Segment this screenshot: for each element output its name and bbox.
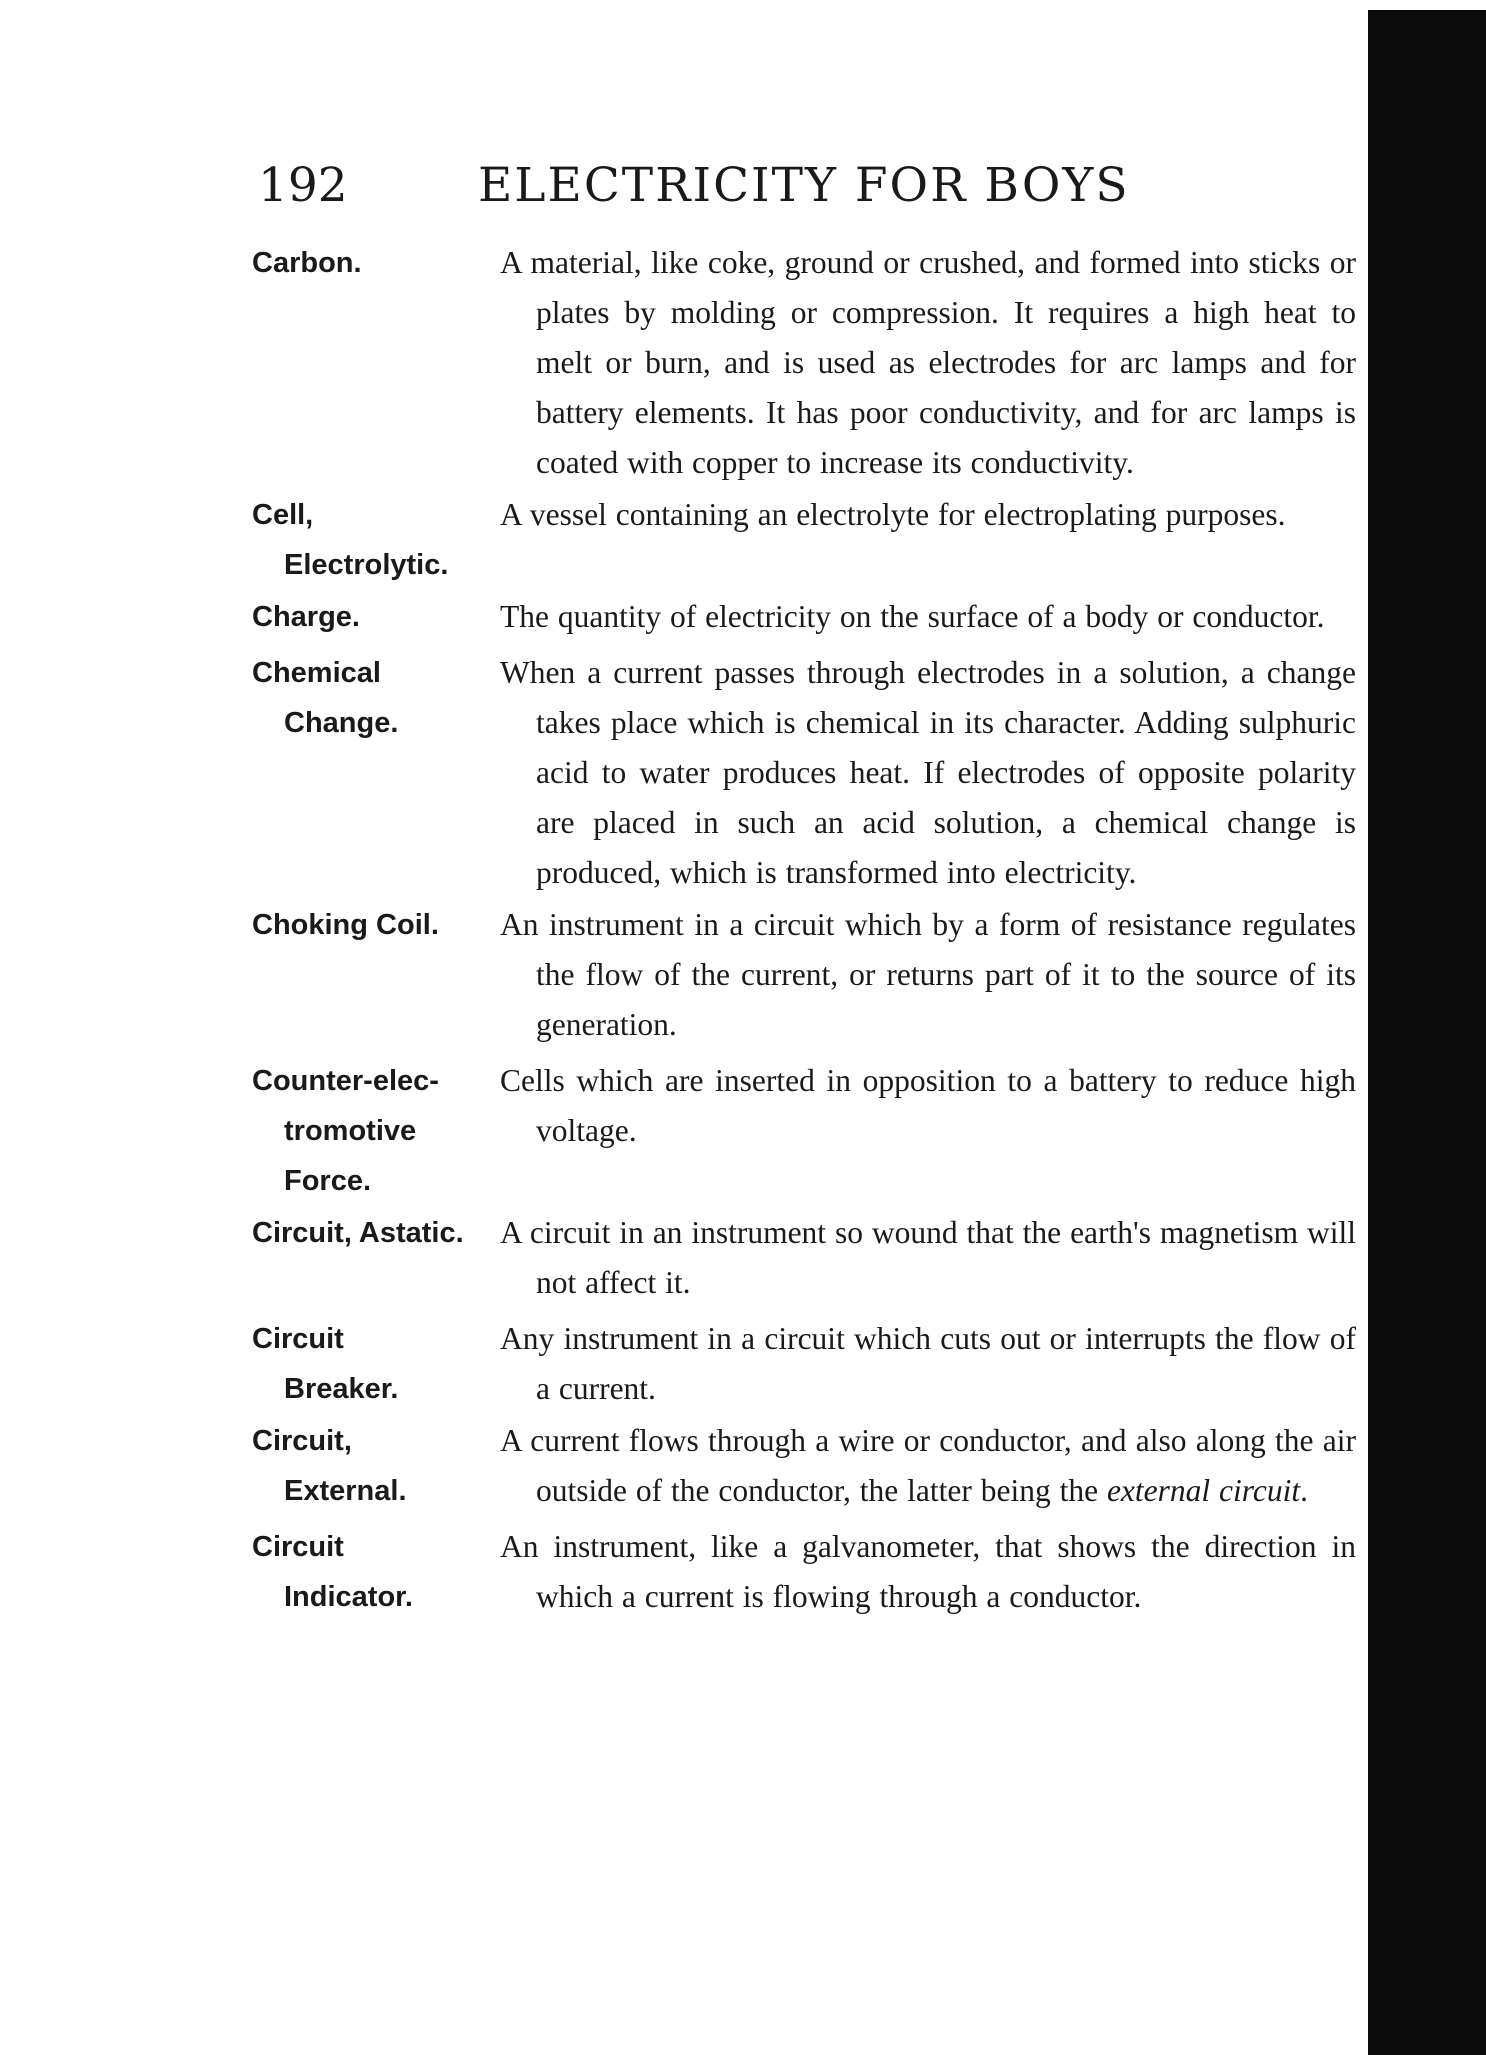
running-title: ELECTRICITY FOR BOYS bbox=[478, 158, 1130, 213]
entry-definition: A circuit in an instrument so wound that the earth's magnetism will not affect it. bbox=[500, 1215, 1356, 1300]
entry-definition: A material, like coke, ground or crushed, and formed into sticks or plates by molding or compression. It requires a high heat to melt or burn, and is used as electrodes for arc lamps and for battery elements. It has poor conductivity, and for arc lamps is coated with copper to increase its conductivity. bbox=[500, 245, 1356, 480]
entry-term: Circuit Indicator. bbox=[252, 1531, 413, 1613]
entry-definition: When a current passes through electrodes in a solution, a change takes place which is chemical in its character. Adding sulphuric acid to water produces heat. If electrodes of opposite polarity are placed in such an acid solution, a chemical change is produced, which is transformed into electricity. bbox=[500, 655, 1356, 890]
page-header bbox=[258, 158, 1158, 228]
entry-definition: A current flows through a wire or conductor, and also along the air outside of the conductor, the latter being the external circuit. bbox=[500, 1423, 1356, 1508]
entry-term: Circuit, External. bbox=[252, 1425, 407, 1507]
glossary-entry-circuit-astatic bbox=[252, 1208, 1356, 1308]
binding-shadow bbox=[1368, 10, 1486, 2055]
entry-definition: The quantity of electricity on the surface of a body or conductor. bbox=[500, 599, 1325, 634]
entry-term: Chemical Change. bbox=[252, 657, 399, 739]
entry-definition: Any instrument in a circuit which cuts out or interrupts the flow of a current. bbox=[500, 1321, 1356, 1406]
entry-term: Circuit Breaker. bbox=[252, 1323, 399, 1405]
entry-term: Counter-elec- tromotive Force. bbox=[252, 1065, 439, 1197]
glossary-entry-circuit-indicator bbox=[252, 1522, 1356, 1622]
glossary-entry-circuit-external bbox=[252, 1416, 1356, 1516]
entry-definition: Cells which are inserted in opposition to a battery to reduce high voltage. bbox=[500, 1063, 1356, 1148]
entry-term: Charge. bbox=[252, 601, 360, 633]
italic-term: external circuit bbox=[1106, 1473, 1301, 1508]
entry-definition: A vessel containing an electrolyte for electroplating purposes. bbox=[500, 497, 1286, 532]
entry-term: Carbon. bbox=[252, 247, 362, 279]
entry-term: Cell, Electrolytic. bbox=[252, 499, 449, 581]
glossary-entry-cell-electrolytic bbox=[252, 490, 1356, 590]
entry-term: Choking Coil. bbox=[252, 909, 439, 941]
page-number: 192 bbox=[258, 158, 348, 213]
glossary-entry-circuit-breaker bbox=[252, 1314, 1356, 1414]
glossary-entry-charge bbox=[252, 592, 1356, 642]
glossary-entry-carbon bbox=[252, 238, 1356, 488]
glossary-entry-chemical-change bbox=[252, 648, 1356, 898]
entry-definition: An instrument, like a galvanometer, that shows the direction in which a current is flowing through a conductor. bbox=[500, 1529, 1356, 1614]
glossary-entry-counter-electromotive-force bbox=[252, 1056, 1356, 1206]
glossary bbox=[252, 238, 1356, 1622]
entry-definition: An instrument in a circuit which by a form of resistance regulates the flow of the current, or returns part of it to the source of its generation. bbox=[500, 907, 1356, 1042]
entry-term: Circuit, Astatic. bbox=[252, 1217, 464, 1249]
glossary-entry-choking-coil bbox=[252, 900, 1356, 1050]
